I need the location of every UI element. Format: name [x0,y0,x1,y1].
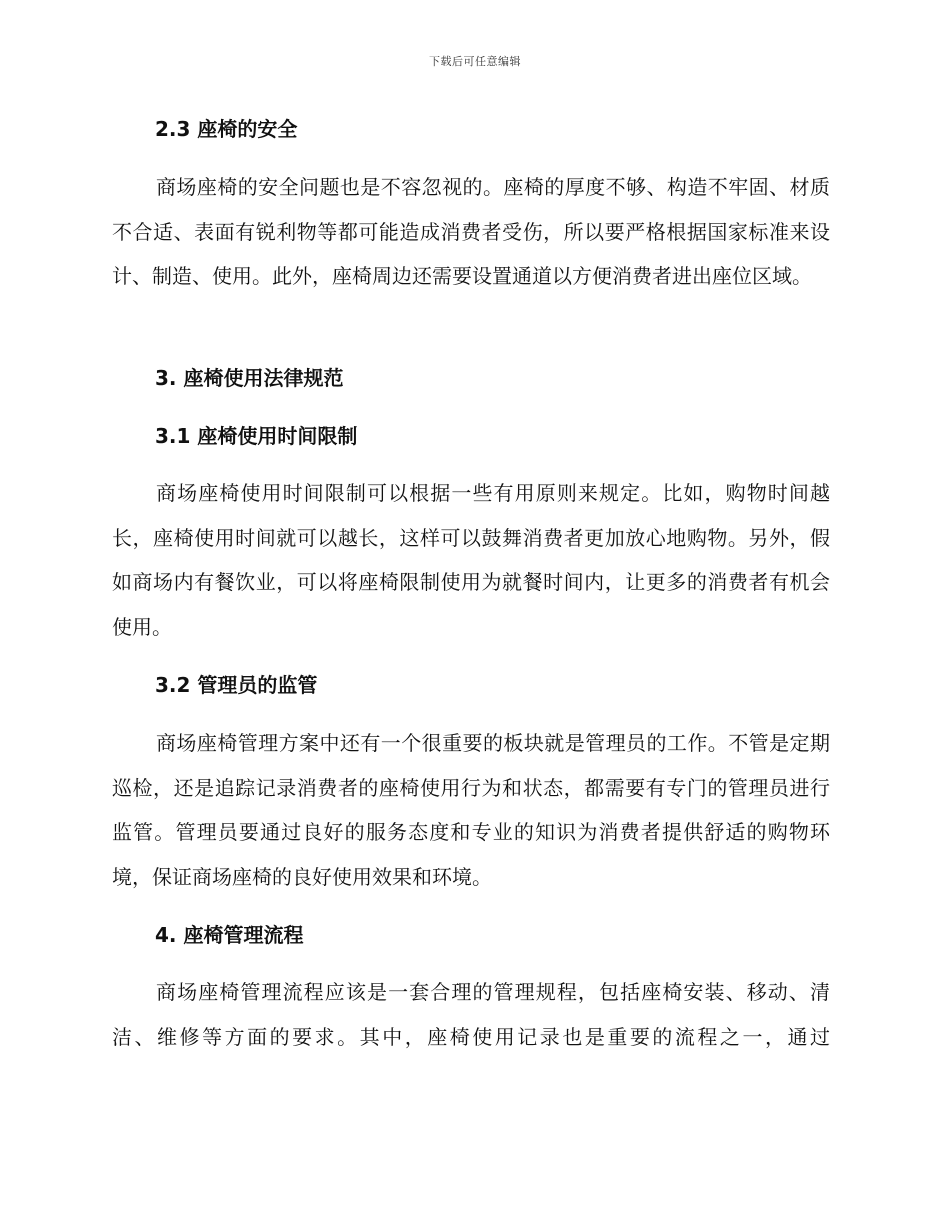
section-paragraph-3-1: 商场座椅使用时间限制可以根据一些有用原则来规定。比如，购物时间越长，座椅使用时间就可以越长，这样可以鼓舞消费者更加放心地购物。另外，假如商场内有餐饮业，可以将座椅限制使用为就餐时间内，让更多的消费者有机会使用。 [112,481,830,640]
section-heading-3: 3. 座椅使用法律规范 [155,366,344,390]
section-heading-3-2: 3.2 管理员的监管 [155,673,318,697]
section-heading-2-3: 2.3 座椅的安全 [155,117,298,141]
section-heading-3-1: 3.1 座椅使用时间限制 [155,424,358,448]
section-paragraph-2-3: 商场座椅的安全问题也是不容忽视的。座椅的厚度不够、构造不牢固、材质不合适、表面有锐利物等都可能造成消费者受伤，所以要严格根据国家标准来设计、制造、使用。此外，座椅周边还需要设置通道以方便消费者进出座位区域。 [112,175,830,289]
section-paragraph-3-2: 商场座椅管理方案中还有一个很重要的板块就是管理员的工作。不管是定期巡检，还是追踪记录消费者的座椅使用行为和状态，都需要有专门的管理员进行监管。管理员要通过良好的服务态度和专业的知识为消费者提供舒适的购物环境，保证商场座椅的良好使用效果和环境。 [112,731,830,890]
page-header: 下载后可任意编辑 [429,55,521,68]
section-heading-4: 4. 座椅管理流程 [155,923,304,947]
section-paragraph-4: 商场座椅管理流程应该是一套合理的管理规程，包括座椅安装、移动、清洁、维修等方面的要求。其中，座椅使用记录也是重要的流程之一，通过 [112,980,830,1049]
